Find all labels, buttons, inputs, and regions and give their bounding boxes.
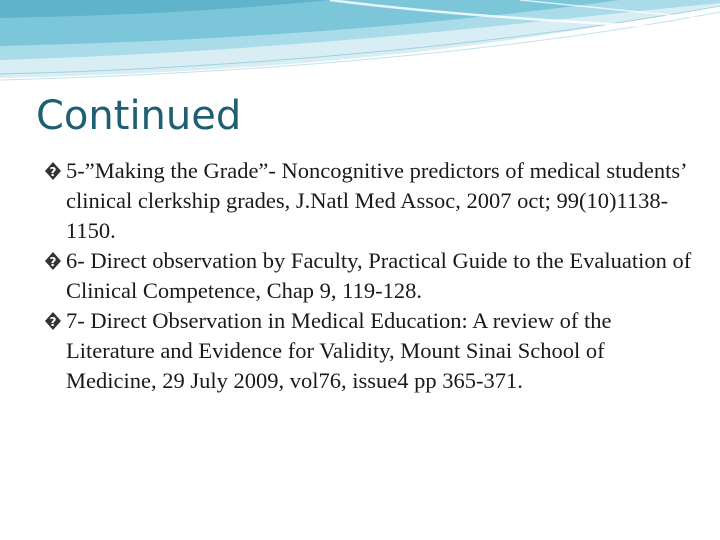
reference-item <box>36 156 698 246</box>
reference-item <box>36 246 698 306</box>
reference-text: 6- Direct observation by Faculty, Practical Guide to the Evaluation of Clinical Competence, Chap 9, 119-128. <box>66 248 692 303</box>
replacement-character-icon <box>44 311 62 331</box>
svg-text:?: ? <box>49 255 57 269</box>
replacement-character-icon <box>44 251 62 271</box>
replacement-character-icon <box>44 161 62 181</box>
svg-text:?: ? <box>49 165 57 179</box>
svg-text:?: ? <box>49 315 57 329</box>
reference-text: 7- Direct Observation in Medical Education: A review of the Literature and Evidence for Validity, Mount Sinai School of Medicine, 29 July 2009, vol76, issue4 pp 365-371. <box>66 308 612 393</box>
slide-title: Continued <box>36 93 242 139</box>
header-wave-decoration <box>0 0 720 90</box>
reference-text: 5-”Making the Grade”- Noncognitive predictors of medical students’ clinical clerkship grades, J.Natl Med Assoc, 2007 oct; 99(10)1138-1150. <box>66 158 687 243</box>
reference-item <box>36 306 698 396</box>
reference-list <box>36 156 698 396</box>
